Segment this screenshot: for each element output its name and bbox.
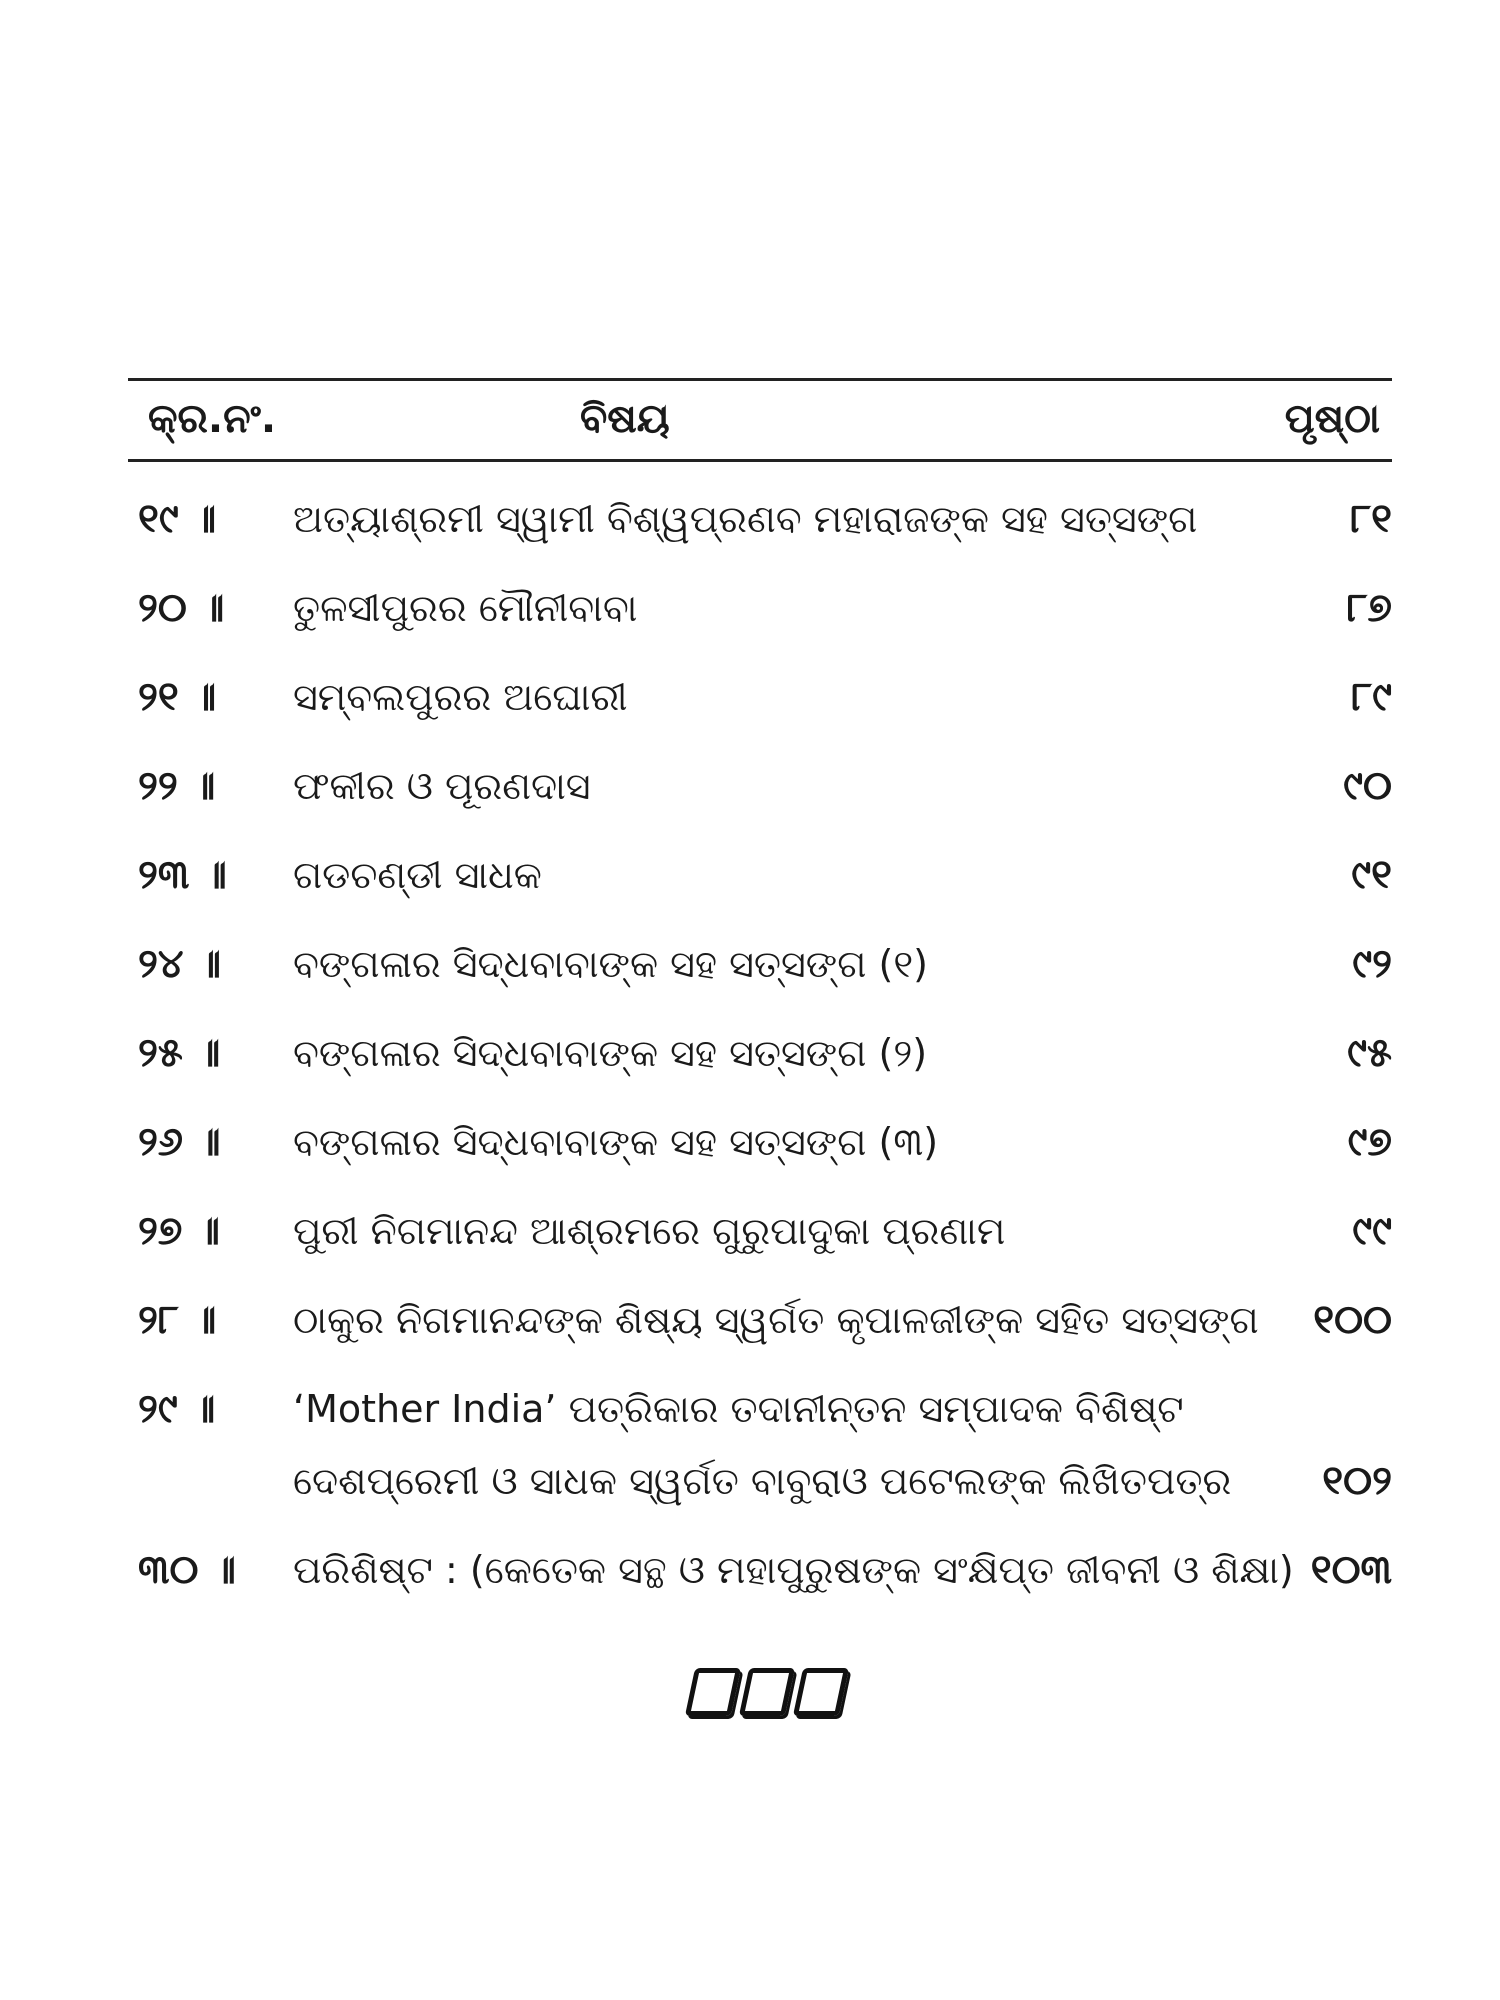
row-title: ଠାକୁର ନିଗମାନନ୍ଦଙ୍କ ଶିଷ୍ୟ ସ୍ୱର୍ଗତ କୃପାଳଜୀଙ୍କ ସହିତ ସତ୍‌ସଙ୍ଗ — [293, 1298, 1259, 1342]
toc-header — [128, 381, 1392, 459]
row-number: ୨୦ ॥ — [138, 585, 225, 631]
row-number: ୨୬ ॥ — [138, 1119, 221, 1165]
row-number: ୨୯ ॥ — [138, 1386, 216, 1432]
header-subject: ବିଷୟ — [580, 396, 670, 442]
row-title: ବଙ୍ଗଳାର ସିଦ୍ଧବାବାଙ୍କ ସହ ସତ୍‌ସଙ୍ଗ (୨) — [293, 1031, 928, 1075]
row-number: ୨୭ ॥ — [138, 1208, 220, 1254]
row-page: ୧୦୩ — [1310, 1547, 1392, 1593]
row-page: ୮୧ — [1350, 496, 1392, 542]
toc-row — [128, 489, 1392, 549]
toc-row — [128, 1540, 1392, 1600]
toc-row — [128, 667, 1392, 727]
toc-row — [128, 1290, 1392, 1350]
toc-row — [128, 578, 1392, 638]
end-ornament — [690, 1668, 844, 1716]
row-number: ୨୮ ॥ — [138, 1297, 217, 1343]
header-rule — [128, 459, 1392, 462]
toc-row — [128, 845, 1392, 905]
header-serial-number: କ୍ର.ନଂ. — [148, 396, 277, 442]
row-number: ୨୧ ॥ — [138, 674, 217, 720]
row-title: ତୁଳସୀପୁରର ମୌନୀବାବା — [293, 586, 638, 630]
row-title: ଗଡଚଣ୍ଡୀ ସାଧକ — [293, 853, 542, 897]
row-page: ୯୨ — [1352, 941, 1392, 987]
toc-row — [128, 1023, 1392, 1083]
toc-row — [128, 1379, 1392, 1511]
toc-row — [128, 756, 1392, 816]
row-page: ୧୦୨ — [1322, 1458, 1392, 1504]
row-title-continuation: ଦେଶପ୍ରେମୀ ଓ ସାଧକ ସ୍ୱର୍ଗତ ବାବୁରାଓ ପଟେଲଙ୍କ ଲିଖିତପତ୍ର — [293, 1459, 1232, 1503]
toc-row — [128, 1112, 1392, 1172]
row-title: ଫକୀର ଓ ପୂରଣଦାସ — [293, 764, 591, 808]
row-page: ୯୯ — [1352, 1208, 1392, 1254]
row-number: ୨୪ ॥ — [138, 941, 222, 987]
table-of-contents — [128, 378, 1392, 1593]
row-number: ୧୯ ॥ — [138, 496, 217, 542]
row-title: ବଙ୍ଗଳାର ସିଦ୍ଧବାବାଙ୍କ ସହ ସତ୍‌ସଙ୍ଗ (୩) — [293, 1120, 939, 1164]
row-title: ‘Mother India’ ପତ୍ରିକାର ତଦାନୀନ୍ତନ ସମ୍ପାଦକ ବିଶିଷ୍ଟ — [293, 1387, 1184, 1431]
row-page: ୯୧ — [1351, 852, 1392, 898]
header-page: ପୃଷ୍ଠା — [1284, 396, 1380, 442]
row-page: ୯୦ — [1343, 763, 1392, 809]
row-page: ୮୯ — [1351, 674, 1392, 720]
row-title: ପରିଶିଷ୍ଟ : (କେତେକ ସନ୍ଥ ଓ ମହାପୁରୁଷଙ୍କ ସଂକ୍ଷିପ୍ତ ଜୀବନୀ ଓ ଶିକ୍ଷା) — [293, 1548, 1294, 1592]
row-number: ୨୩ ॥ — [138, 852, 227, 898]
row-page: ୯୭ — [1347, 1119, 1392, 1165]
ornament-box-icon — [739, 1668, 795, 1716]
row-title: ପୁରୀ ନିଗମାନନ୍ଦ ଆଶ୍ରମରେ ଗୁରୁପାଦୁକା ପ୍ରଣାମ — [293, 1209, 1006, 1253]
ornament-box-icon — [685, 1668, 741, 1716]
row-number: ୨୨ ॥ — [138, 763, 216, 809]
row-title: ସମ୍ବଲପୁରର ଅଘୋରୀ — [293, 675, 628, 719]
toc-row — [128, 934, 1392, 994]
toc-row — [128, 1201, 1392, 1261]
ornament-box-icon — [793, 1668, 849, 1716]
row-title: ଅତ୍ୟାଶ୍ରମୀ ସ୍ୱାମୀ ବିଶ୍ୱପ୍ରଣବ ମହାରାଜଙ୍କ ସହ ସତ୍‌ସଙ୍ଗ — [293, 497, 1198, 541]
row-number: ୨୫ ॥ — [138, 1030, 221, 1076]
row-page: ୮୭ — [1346, 585, 1392, 631]
row-page: ୯୫ — [1347, 1030, 1392, 1076]
row-page: ୧୦୦ — [1313, 1297, 1392, 1343]
row-title: ବଙ୍ଗଳାର ସିଦ୍ଧବାବାଙ୍କ ସହ ସତ୍‌ସଙ୍ଗ (୧) — [293, 942, 928, 986]
row-number: ୩୦ ॥ — [138, 1547, 236, 1593]
